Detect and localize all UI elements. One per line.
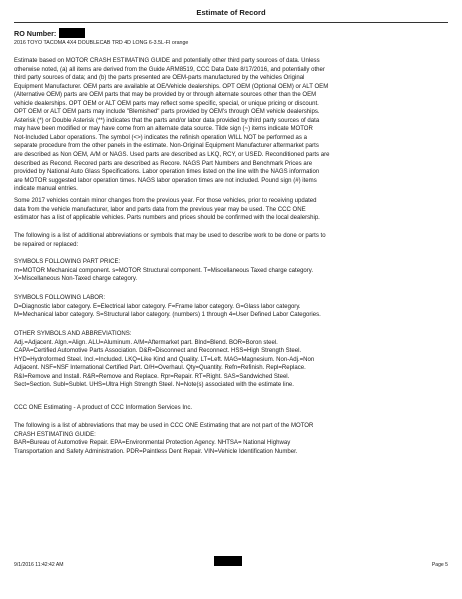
text-line: estimator has a list of applicable vehicles. Parts numbers and prices should be confirmed with the local dealership. xyxy=(14,215,320,222)
text-line: Sect=Section. Subl=Sublet. UHS=Ultra High Strength Steel. N=Note(s) associated with the estimate line. xyxy=(14,382,294,389)
text-line: third party sources of data; and (b) the parts presented are OEM-parts manufactured by the vehicles Original xyxy=(14,75,305,82)
text-line: Not-Included Labor operations. The symbol (<>) indicates the refinish operation WILL NOT be performed as a xyxy=(14,134,307,141)
text-line: R&I=Remove and Install. R&R=Remove and Replace. Rpr=Repair. RT=Right. SAS=Sandwiched Steel. xyxy=(14,373,290,380)
text-line: M=Mechanical labor category. S=Structural labor category. (numbers) 1 through 4=User Defined Labor Categories. xyxy=(14,312,321,319)
text-line: Adjacent. NSF=NSF International Certified Part. O/H=Overhaul. Qty=Quantity. Refn=Refinish. Repl=Replace. xyxy=(14,365,306,372)
text-line: provided by National Auto Glass Specifications. Labor operation times listed on the line with the NAGS information xyxy=(14,169,320,176)
text-line: vehicle dealerships. OPT OEM or ALT OEM parts may reflect some specific, special, or unique pricing or discount. xyxy=(14,100,319,107)
text-line: are described as Non OEM, A/M or NAGS. Used parts are described as LKQ, RCY, or USED. Reconditioned parts are xyxy=(14,152,330,159)
text-line: The following is a list of additional abbreviations or symbols that may be used to describe work to be done or parts to xyxy=(14,233,326,239)
text-line: Some 2017 vehicles contain minor changes from the previous year. For those vehicles, prior to receiving updated xyxy=(14,198,317,204)
text-line: Transportation and Safety Administration. PDR=Paintless Dent Repair. VIN=Vehicle Identification Number. xyxy=(14,448,298,455)
paragraph-ccc-one xyxy=(14,404,448,413)
text-line: SYMBOLS FOLLOWING LABOR: xyxy=(14,295,106,301)
header-divider xyxy=(14,22,448,23)
section-part-price-symbols xyxy=(14,258,448,284)
text-line: are MOTOR suggested labor operation times. NAGS labor operation times are not included. Pound sign (#) items xyxy=(14,177,317,184)
text-line: CCC ONE Estimating - A product of CCC Information Services Inc. xyxy=(14,405,193,411)
text-line: described as Recond. Recored parts are described as Recore. NAGS Part Numbers and Benchmark Prices are xyxy=(14,160,313,167)
text-line: SYMBOLS FOLLOWING PART PRICE: xyxy=(14,259,121,265)
text-line: Estimate based on MOTOR CRASH ESTIMATING GUIDE and potentially other third party sources of data. Unless xyxy=(14,58,320,64)
text-line: X=Miscellaneous Non-Taxed charge category. xyxy=(14,276,138,283)
text-line: (Alternative OEM) parts are OEM parts that may be provided by or through alternate sources other than the OEM xyxy=(14,92,317,99)
paragraph-disclaimer xyxy=(14,57,448,194)
text-line: indicate manual entries. xyxy=(14,186,78,193)
vehicle-description: 2016 TOYO TACOMA 4X4 DOUBLECAB TRD 4D LONG 6-3.5L-FI orange xyxy=(14,40,189,46)
text-line: Asterisk (*) or Double Asterisk (**) indicates that the parts and/or labor data provided by third party sources of data xyxy=(14,117,320,124)
ro-number-redaction xyxy=(59,28,85,38)
footer-redaction xyxy=(214,556,242,566)
page-number: Page 5 xyxy=(431,562,448,568)
text-line: The following is a list of abbreviations that may be used in CCC ONE Estimating that are not part of the MOTOR xyxy=(14,423,314,429)
text-line: BAR=Bureau of Automotive Repair. EPA=Environmental Protection Agency. NHTSA= National Highway xyxy=(14,440,291,447)
ro-number-row xyxy=(14,28,85,38)
text-line: otherwise noted, (a) all items are derived from the Guide ARM8519, CCC Data Date 8/17/2016, and potentially other xyxy=(14,66,325,73)
text-line: separate procedure from the other panels in the estimate. Non-Original Equipment Manufacturer aftermarket parts xyxy=(14,143,319,150)
text-line: D=Diagnostic labor category. E=Electrical labor category. F=Frame labor category. G=Glass labor category. xyxy=(14,303,301,310)
section-labor-symbols xyxy=(14,294,448,320)
text-line: HYD=Hydroformed Steel. Incl.=Included. LKQ=Like Kind and Quality. LT=Left. MAG=Magnesium. Non-Adj.=Non xyxy=(14,356,315,363)
section-other-symbols xyxy=(14,330,448,390)
text-line: OPT OEM or ALT OEM parts may include "Blemished" parts provided by OEM's through OEM vehicle dealerships. xyxy=(14,109,320,116)
footer-datetime: 9/1/2016 11:42:42 AM xyxy=(14,562,64,568)
text-line: CRASH ESTIMATING GUIDE: xyxy=(14,431,96,438)
text-line: may have been modified or may have come from an alternate data source. Tilde sign (~) items indicate MOTOR xyxy=(14,126,313,133)
text-line: data from the vehicle manufacturer, labor and parts data from the previous year may be used. The CCC ONE xyxy=(14,206,306,213)
page-title: Estimate of Record xyxy=(196,8,266,17)
text-line: m=MOTOR Mechanical component. s=MOTOR Structural component. T=Miscellaneous Taxed charge category. xyxy=(14,267,314,274)
text-line: CAPA=Certified Automotive Parts Association. D&R=Disconnect and Reconnect. HSS=High Strength Steel. xyxy=(14,348,302,355)
ro-number-label: RO Number: xyxy=(14,28,57,38)
paragraph-abbreviations-intro xyxy=(14,232,448,249)
text-line: OTHER SYMBOLS AND ABBREVIATIONS: xyxy=(14,331,132,337)
paragraph-ccc-abbreviations xyxy=(14,422,448,456)
paragraph-2017-vehicles xyxy=(14,197,448,223)
text-line: Equipment Manufacturer. OEM parts are available at OE/Vehicle dealerships. OPT OEM (Optional OEM) or ALT OEM xyxy=(14,83,329,90)
text-line: Adj.=Adjacent. Algn.=Align. ALU=Aluminum. A/M=Aftermarket part. Blnd=Blend. BOR=Boron steel. xyxy=(14,339,278,346)
text-line: be repaired or replaced: xyxy=(14,241,79,248)
